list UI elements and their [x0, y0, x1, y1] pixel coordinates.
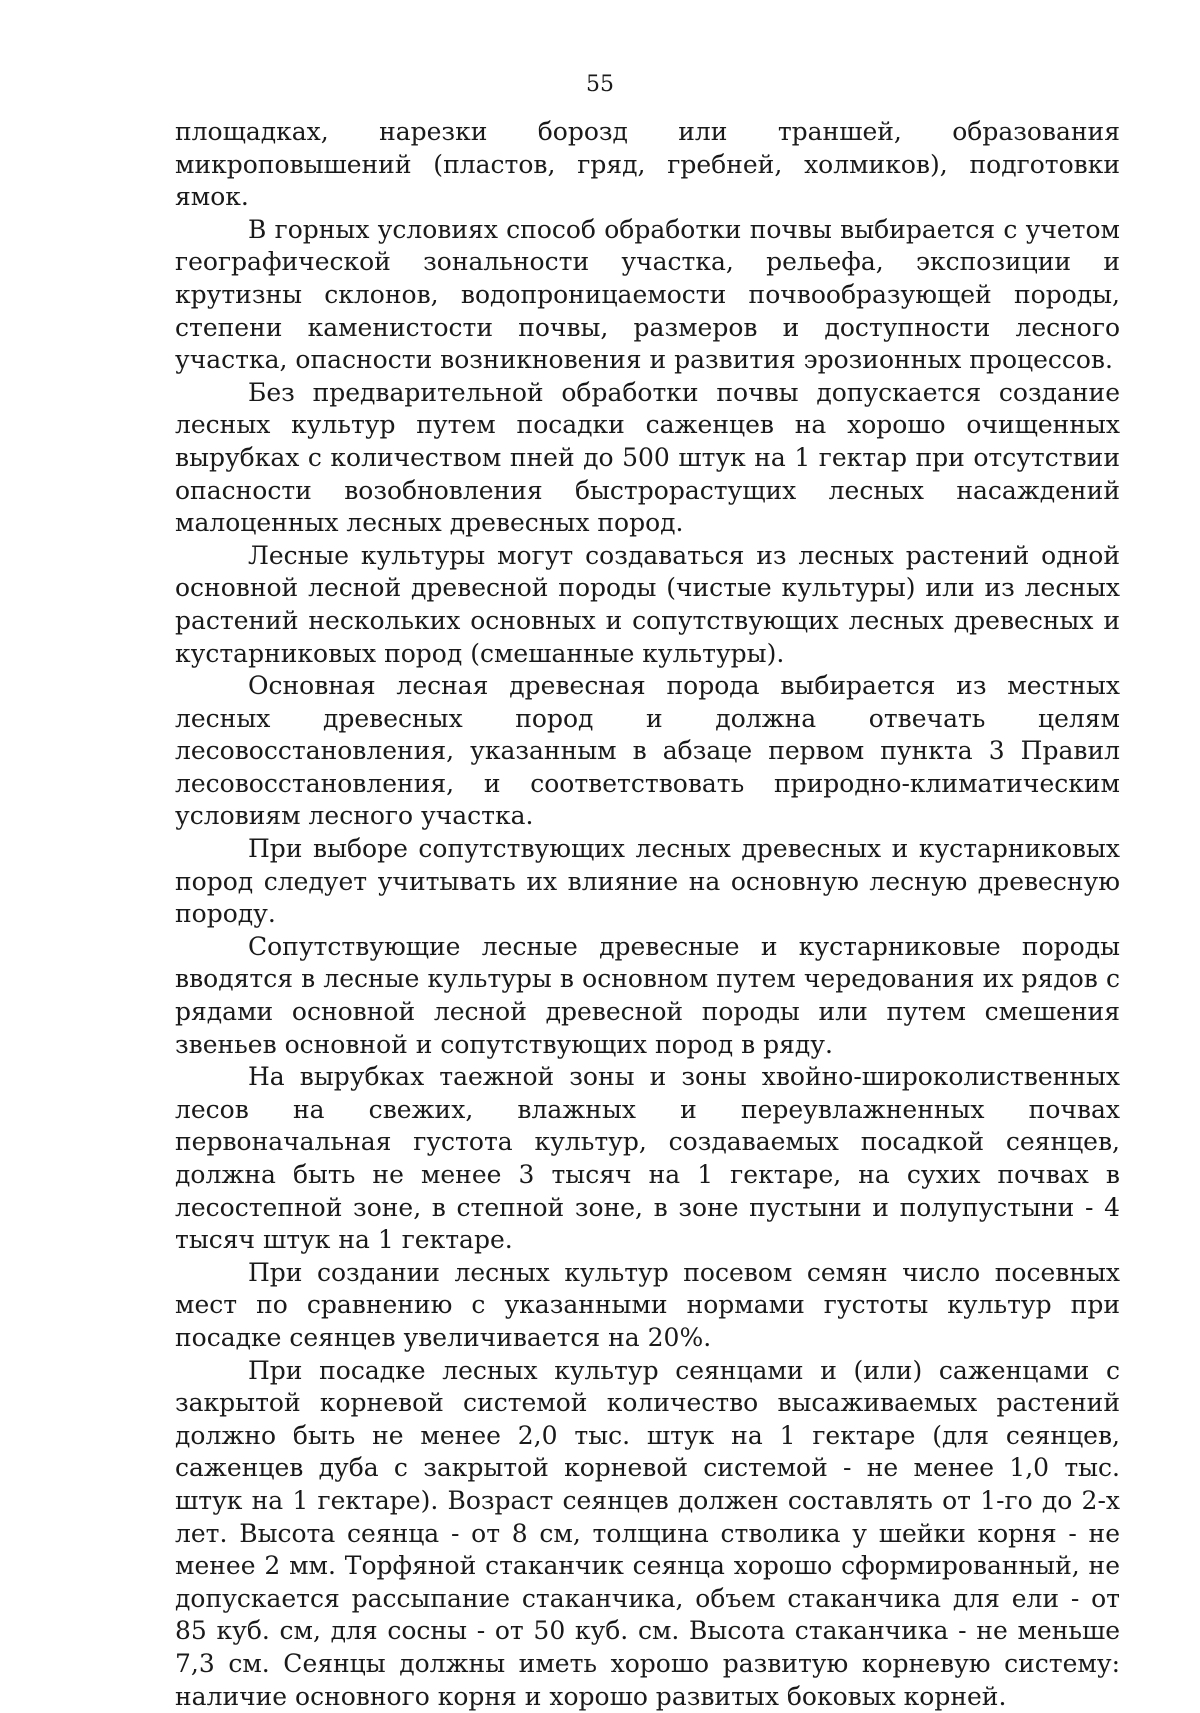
document-body — [175, 116, 1120, 1713]
paragraph-companion-species-choice: При выборе сопутствующих лесных древесных и кустарниковых пород следует учитывать их влияние на основную лесную древесную породу. — [175, 834, 1120, 929]
paragraph-no-preliminary-treatment: Без предварительной обработки почвы допускается создание лесных культур путем посадки саженцев на хорошо очищенных вырубках с количеством пней до 500 штук на 1 гектар при отсутствии опасности возобновления быстрорастущих лесных насаждений малоценных лесных древесных пород. — [175, 377, 1120, 538]
paragraph-seed-sowing: При создании лесных культур посевом семян число посевных мест по сравнению с указанными нормами густоты культур при посадке сеянцев увеличивается на 20%. — [175, 1257, 1120, 1352]
paragraph-mountain-soil-treatment: В горных условиях способ обработки почвы выбирается с учетом географической зональности участка, рельефа, экспозиции и крутизны склонов, водопроницаемости почвообразующей породы, степени каменистости почвы, размеров и доступности лесного участка, опасности возникновения и развития эрозионных процессов. — [175, 214, 1120, 375]
paragraph-forest-culture-types: Лесные культуры могут создаваться из лесных растений одной основной лесной древесной породы (чистые культуры) или из лесных растений нескольких основных и сопутствующих лесных древесных и кустарниковых пород (смешанные культуры). — [175, 540, 1120, 668]
paragraph-closed-root-seedlings: При посадке лесных культур сеянцами и (или) саженцами с закрытой корневой системой количество высаживаемых растений должно быть не менее 2,0 тыс. штук на 1 гектаре (для сеянцев, саженцев дуба с закрытой корневой системой - не менее 1,0 тыс. штук на 1 гектаре). Возраст сеянцев должен составлять от 1-го до 2-х лет. Высота сеянца - от 8 см, толщина стволика у шейки корня - не менее 2 мм. Торфяной стаканчик сеянца хорошо сформированный, не допускается рассыпание стаканчика, объем стаканчика для ели - от 85 куб. см, для сосны - от 50 куб. см. Высота стаканчика - не меньше 7,3 см. Сеянцы должны иметь хорошо развитую корневую систему: наличие основного корня и хорошо развитых боковых корней. — [175, 1355, 1120, 1711]
paragraph-continuation: площадках, нарезки борозд или траншей, образования микроповышений (пластов, гряд, гребней, холмиков), подготовки ямок. — [175, 117, 1120, 212]
paragraph-planting-density: На вырубках таежной зоны и зоны хвойно-широколиственных лесов на свежих, влажных и переувлажненных почвах первоначальная густота культур, создаваемых посадкой сеянцев, должна быть не менее 3 тысяч на 1 гектаре, на сухих почвах в лесостепной зоне, в степной зоне, в зоне пустыни и полупустыни - 4 тысяч штук на 1 гектаре. — [175, 1062, 1120, 1255]
paragraph-companion-species-placement: Сопутствующие лесные древесные и кустарниковые породы вводятся в лесные культуры в основном путем чередования их рядов с рядами основной лесной древесной породы или путем смешения звеньев основной и сопутствующих пород в ряду. — [175, 931, 1120, 1059]
paragraph-main-tree-species: Основная лесная древесная порода выбирается из местных лесных древесных пород и должна отвечать целям лесовосстановления, указанным в абзаце первом пункта 3 Правил лесовосстановления, и соответствовать природно-климатическим условиям лесного участка. — [175, 671, 1120, 831]
page-number: 55 — [586, 72, 614, 97]
